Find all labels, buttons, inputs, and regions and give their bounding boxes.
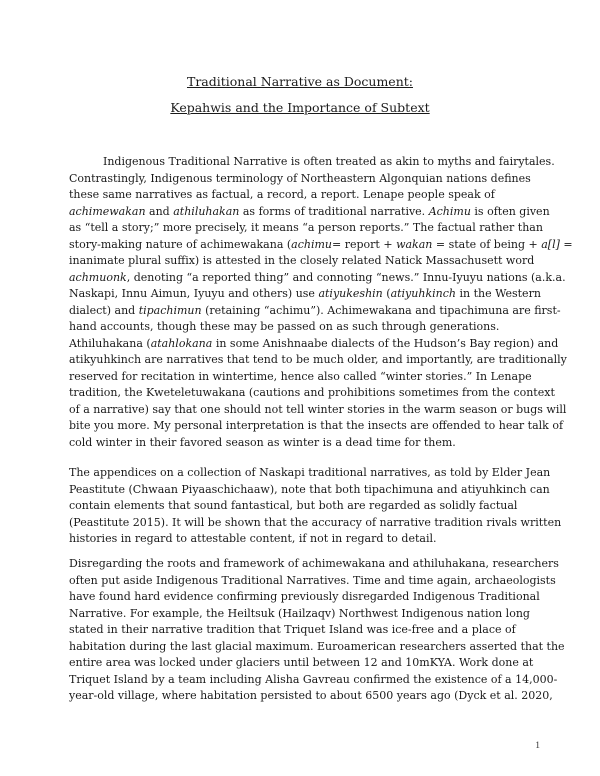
text-line: inanimate plural suffix) is attested in the closely related Natick Massachusett word [69, 254, 535, 267]
text-line: atikyuhkinch are narratives that tend to be much older, and importantly, are traditionally [69, 353, 567, 366]
text-line: Naskapi, Innu Aimun, Iyuyu and others) use atiyukeshin (atiyuhkinch in the Western [69, 287, 541, 300]
text-line: bite you more. My personal interpretation is that the insects are offended to hear talk of [69, 419, 564, 432]
text-line: Triquet Island by a team including Alisha Gavreau confirmed the existence of a 14,000- [69, 672, 558, 686]
text-line: often put aside Indigenous Traditional Narratives. Time and time again, archaeologists [69, 573, 556, 587]
text-line: cold winter in their favored season as winter is a dead time for them. [69, 435, 456, 449]
text-line: Contrastingly, Indigenous terminology of Northeastern Algonquian nations defines [69, 171, 531, 185]
text-line: hand accounts, though these may be passed on as such through generations. [69, 320, 500, 333]
text-line: these same narratives as factual, a record, a report. Lenape people speak of [69, 188, 495, 201]
text-line: entire area was locked under glaciers until between 12 and 10mKYA. Work done at [69, 656, 534, 669]
paragraph-3 [69, 556, 565, 705]
text-line: year-old village, where habitation persisted to about 6500 years ago (Dyck et al. 2020, [69, 689, 553, 702]
text-line: (Peastitute 2015). It will be shown that the accuracy of narrative tradition rivals written [69, 515, 562, 529]
text-line: of a narrative) say that one should not tell winter stories in the warm season or bugs will [69, 402, 567, 416]
text-line: The appendices on a collection of Naskapi traditional narratives, as told by Elder Jean [69, 466, 551, 479]
document-title: Traditional Narrative as Document: [186, 74, 413, 89]
text-line: contain elements that sound fantastical, but both are regarded as solidly factual [69, 499, 518, 512]
text-line: Narrative. For example, the Heiltsuk (Hailzaqv) Northwest Indigenous nation long [69, 606, 530, 620]
text-line: as “tell a story;” more precisely, it means “a person reports.” The factual rather than [69, 221, 543, 234]
page-number: 1 [535, 741, 540, 751]
text-line: story-making nature of achimewakana (achimu= report + wakan = state of being + a[l] = [69, 237, 573, 251]
text-line: achimewakan and athiluhakan as forms of traditional narrative. Achimu is often given [69, 204, 550, 218]
paragraph-1 [69, 154, 573, 451]
text-line: tradition, the Kweteletuwakana (cautions and prohibitions sometimes from the context [69, 386, 555, 399]
paragraph-2 [69, 465, 562, 548]
text-line: achmuonk, denoting “a reported thing” and connoting “news.” Innu-Iyuyu nations (a.k.a. [69, 270, 566, 284]
text-line: have found hard evidence confirming previously disregarded Indigenous Traditional [69, 590, 540, 603]
text-line: dialect) and tipachimun (retaining “achimu”). Achimewakana and tipachimuna are first- [69, 303, 561, 317]
document-subtitle: Kepahwis and the Importance of Subtext [170, 100, 430, 115]
text-line: Indigenous Traditional Narrative is often treated as akin to myths and fairytales. [103, 155, 555, 168]
text-line: Disregarding the roots and framework of achimewakana and athiluhakana, researchers [69, 557, 559, 570]
text-line: Peastitute (Chwaan Piyaaschichaaw), note that both tipachimuna and atiyuhkinch can [69, 482, 550, 496]
text-line: Athiluhakana (atahlokana in some Anishnaabe dialects of the Hudson’s Bay region) and [69, 336, 559, 350]
text-line: stated in their narrative tradition that Triquet Island was ice-free and a place of [69, 623, 516, 636]
text-line: histories in regard to attestable content, if not in regard to detail. [69, 532, 437, 545]
text-line: habitation during the last glacial maximum. Euroamerican researchers asserted that the [69, 639, 565, 653]
text-line: reserved for recitation in wintertime, hence also called “winter stories.” In Lenape [69, 369, 532, 383]
